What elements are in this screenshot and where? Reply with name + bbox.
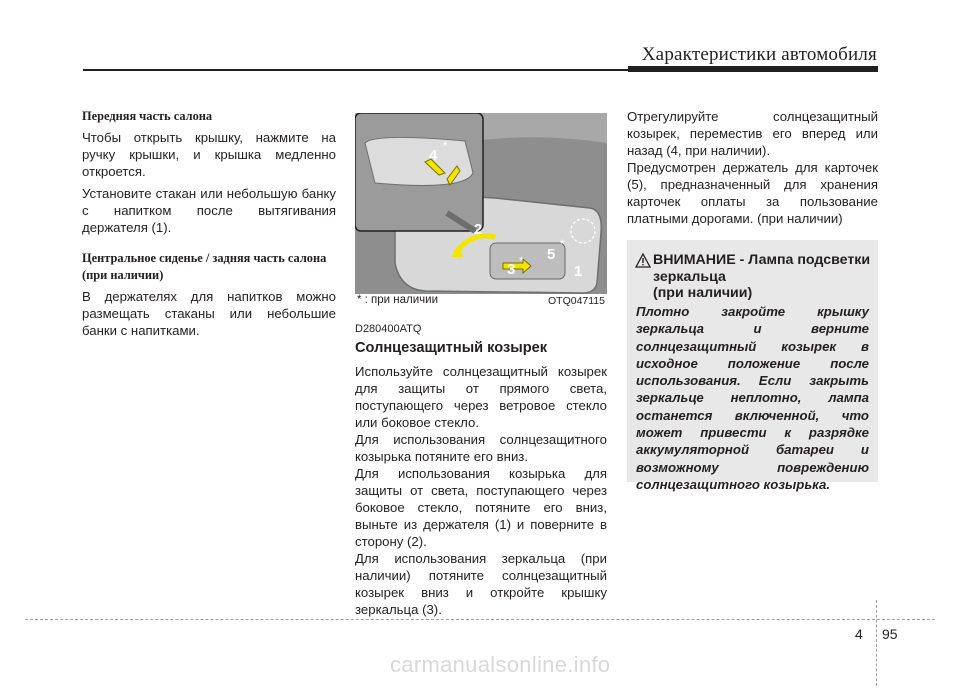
callout-4: 4 [429, 147, 438, 164]
paragraph: Для использования зеркальца (при наличии) потяните солнцезащитный козырек вниз и откройте крышку зеркальца (3). [355, 551, 607, 617]
callout-star: * [443, 141, 448, 153]
callout-2: 2 [474, 221, 483, 238]
paragraph: Предусмотрен держатель для карточек (5), предназначенный для хранения карточек оплаты за пользование платными дорогами. (при наличии) [627, 160, 878, 226]
warning-title [653, 252, 873, 302]
column-2 [355, 113, 607, 618]
watermark: carmanualsonline.info [390, 652, 611, 677]
warning-box [627, 240, 878, 492]
paragraph: В держателях для напитков можно размещать стаканы или небольшие банки с напитками. [82, 289, 336, 338]
warning-title-main: ВНИМАНИЕ - Лампа подсветки зеркальца [653, 252, 871, 285]
callout-5: 5 [547, 246, 556, 263]
warning-title-sub: (при наличии) [653, 285, 753, 301]
page-number: 95 [882, 626, 898, 642]
paragraph: Для использования солнцезащитного козырька потяните его вниз. [355, 432, 607, 464]
sunvisor-illustration [355, 113, 607, 309]
footer-rule [25, 619, 935, 620]
warning-triangle-icon [635, 253, 651, 268]
warning-body: Плотно закройте крышку зеркальца и верните солнцезащитный козырек в исходное положение после использования. Если закрыть зеркальце неплотно, лампа останется включенной, что может привести к разрядке аккумуляторной батареи и возможному повреждению солнцезащитного козырька. [636, 304, 869, 492]
paragraph: Для использования козырька для защиты от света, поступающего через боковое стекло, потяните его вниз, выньте из держателя (1) и поверните в сторону (2). [355, 466, 607, 549]
section-code: D280400ATQ [355, 323, 422, 335]
callout-3: 3 [507, 261, 516, 278]
figure-code: OTQ047115 [547, 295, 605, 307]
paragraph: Чтобы открыть крышку, нажмите на ручку крышки, и крышка медленно откроется. [82, 130, 336, 179]
paragraph: Установите стакан или небольшую банку с напитком после вытягивания держателя (1). [82, 186, 336, 235]
section-heading-front: Передняя часть салона [82, 109, 213, 123]
chapter-number: 4 [855, 626, 863, 642]
sunvisor-drawing [355, 113, 607, 309]
footer-divider [876, 600, 877, 686]
figure-note: * : при наличии [357, 294, 439, 306]
column-3 [627, 108, 878, 492]
callout-star: * [519, 256, 524, 268]
running-header-title: Характеристики автомобиля [641, 44, 877, 65]
section-heading-rear: Центральное сиденье / задняя часть салона (при наличии) [82, 251, 327, 282]
column-1 [82, 108, 336, 344]
paragraph: Используйте солнцезащитный козырек для защиты от прямого света, поступающего через ветровое стекло или боковое стекло. [355, 364, 607, 430]
paragraph: Отрегулируйте солнцезащитный козырек, переместив его вперед или назад (4, при наличии). [627, 109, 878, 158]
callout-1: 1 [574, 263, 583, 280]
callout-star: * [560, 239, 565, 251]
header-bar [628, 66, 878, 72]
section-title: Солнцезащитный козырек [355, 340, 548, 356]
